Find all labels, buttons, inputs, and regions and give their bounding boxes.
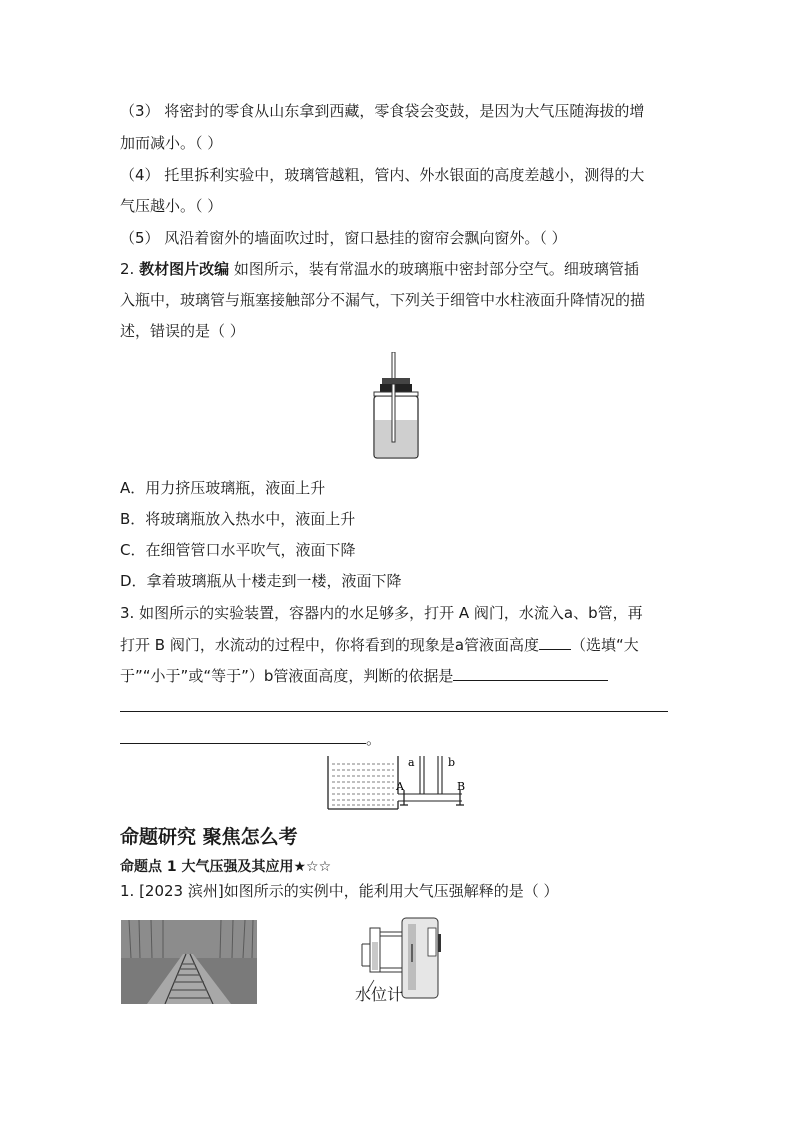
valve-a-label: A <box>396 780 404 793</box>
q3-line2 <box>120 635 639 655</box>
q3-line2-tail: （选填“大 <box>571 636 639 654</box>
q2-number: 2. <box>120 260 135 278</box>
railway-photo <box>121 920 257 1004</box>
q3-line5-end: 。 <box>366 730 382 748</box>
q1-item-3-line2: 加而减小。（ ） <box>120 134 223 152</box>
q2-option-c: C．在细管管口水平吹气，液面下降 <box>120 541 356 559</box>
q3-line5 <box>120 729 381 749</box>
q2-line2: 入瓶中，玻璃管与瓶塞接触部分不漏气，下列关于细管中水柱液面升降情况的描 <box>120 291 646 309</box>
section-title: 命题研究 聚焦怎么考 <box>120 826 298 848</box>
q2-option-a: A．用力挤压玻璃瓶，液面上升 <box>120 479 326 497</box>
q3-line1: 3. 如图所示的实验装置，容器内的水足够多，打开 A 阀门，水流入a、b管，再 <box>120 604 643 622</box>
valve-b-label: B <box>457 780 466 793</box>
container-tubes-figure <box>326 754 476 812</box>
q3-answer-blank-1[interactable] <box>539 635 571 650</box>
q2-text1: 如图所示，装有常温水的玻璃瓶中密封部分空气。细玻璃管插 <box>229 260 639 278</box>
q2-line3: 述，错误的是（ ） <box>120 322 245 340</box>
q3-line2-text: 打开 B 阀门，水流动的过程中，你将看到的现象是a管液面高度 <box>120 636 540 654</box>
q2-line1 <box>120 259 639 279</box>
tube-b-label: b <box>448 756 456 769</box>
q2-option-d: D．拿着玻璃瓶从十楼走到一楼，液面下降 <box>120 572 402 590</box>
section-q1: 1. [2023 滨州]如图所示的实例中，能利用大气压强解释的是（ ） <box>120 882 559 900</box>
q3-answer-blank-2[interactable] <box>453 666 608 681</box>
q3-answer-blank-3[interactable] <box>120 697 668 712</box>
q1-item-4-line1: （4） 托里拆利实验中，玻璃管越粗，管内、外水银面的高度差越小，测得的大 <box>120 166 645 184</box>
q3-answer-blank-4[interactable] <box>120 729 366 744</box>
q3-line4 <box>120 697 668 717</box>
q3-line3 <box>120 666 608 686</box>
tube-a-label: a <box>408 756 415 769</box>
q3-line3-text: 于”“小于”或“等于”）b管液面高度，判断的依据是 <box>120 667 454 685</box>
bottle-figure <box>368 352 424 460</box>
q1-item-3-line1: （3） 将密封的零食从山东拿到西藏，零食袋会变鼓，是因为大气压随海拔的增 <box>120 102 645 120</box>
q1-item-5-line1: （5） 风沿着窗外的墙面吹过时，窗口悬挂的窗帘会飘向窗外。（ ） <box>120 229 567 247</box>
water-gauge-label: 水位计 <box>355 985 404 1004</box>
section-subtitle: 命题点 1 大气压强及其应用★☆☆ <box>120 859 332 875</box>
q2-option-b: B．将玻璃瓶放入热水中，液面上升 <box>120 510 356 528</box>
q2-tag: 教材图片改编 <box>139 260 230 278</box>
q1-item-4-line2: 气压越小。（ ） <box>120 197 223 215</box>
